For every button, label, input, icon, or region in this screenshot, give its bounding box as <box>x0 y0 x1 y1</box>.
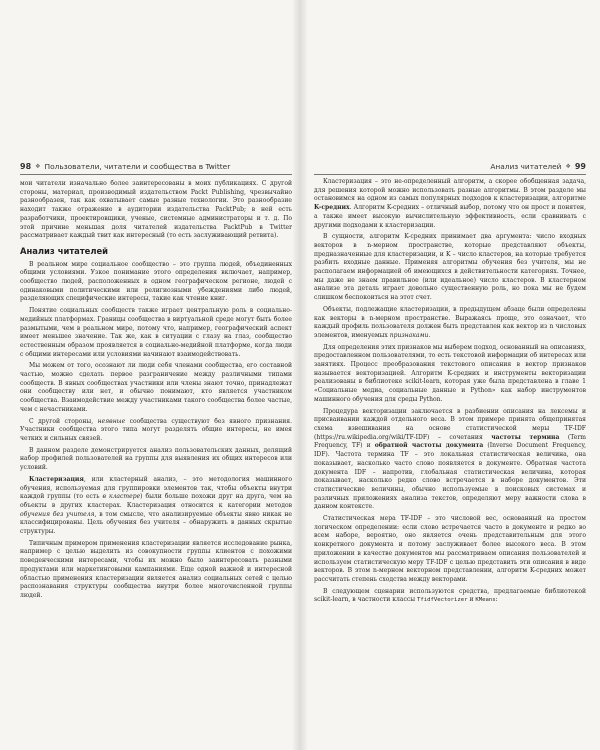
left-page-body <box>20 180 292 604</box>
paragraph: Понятие социальных сообществ также играет центральную роль в социально-медийных платформах. Границы сообщества в виртуальной среде могут быть более размытыми, чем в реальном мире, потому что, например, географический аспект имеет меньшее значение. Так же, как в ситуации с глазу на глаз, сообщество естественным образом проявляется в социально-медийной платформе, когда люди с общими интересами или условиями начинают взаимодействовать. <box>20 307 292 358</box>
paragraph-intro: мои читатели изначально более заинтересованы в моих публикациях. С другой стороны, материал, производимый издательством Packt Publishing, чрезвычайно разнообразен, так как охватывает самые разные технологии. Это разнообразие находит также отражение в аудитории издательства PacktPub; в ней есть разработчики, проектировщики, ученые, системные администраторы и т. д. По этой причине меньшая доля читателей издательства PacktPub в Twitter рассматривает каждый твит как интересный (то есть заслуживающий ретвита). <box>20 180 292 240</box>
code-inline: KMeans <box>475 597 496 604</box>
paragraph <box>314 178 586 230</box>
term-bold: частоты термина <box>491 433 560 441</box>
text-run: . <box>428 331 431 339</box>
paragraph: Типичным примером применения кластеризации является исследование рынка, например с целью выделить из совокупности группы клиентов с похожими поведенческими интересами, чтобы их можно было заинтересовать разными продуктами или маркетинговыми кампаниями. Еще одной важной и интересной областью применения кластеризации является анализ социальных сетей с целью распознавания структуры сообщества внутри более многочисленной группы людей. <box>20 539 292 599</box>
paragraph: В реальном мире социальное сообщество – это группа людей, объединенных общими условиями. Узкое понимание этого определения включает, например, сообщество людей, расположенных в одном географическом регионе, людей с одинаковыми политическими или религиозными убеждениями либо людей, разделяющих специфические интересы, такие как чтение книг. <box>20 260 292 303</box>
text-run: . Алгоритм K-средних – отличный выбор, потому что он прост и понятен, а также имеет высокую вычислительную эффективность, если сравнивать с другими подходами к кластеризации. <box>314 204 586 229</box>
text-run: , или кластерный анализ, – это методология машинного обучения, используемая для группировки элементов так, чтобы объекты внутри каждой группы (то есть <box>20 475 292 501</box>
header-rule-left <box>20 174 292 175</box>
text-run: , в том смысле, что анализируемые объекты явно никак не классифицированы. Цель обучения без учителя – обнаружить в данных скрытые структуры. <box>20 510 292 536</box>
emphasis: в кластере <box>102 493 141 501</box>
paragraph <box>20 418 292 444</box>
header-rule-right <box>314 174 586 175</box>
page-number-left: 98 <box>20 161 32 171</box>
text-run: Процедура векторизации заключается в разбиении описания на лексемы и присваивании каждой отдельного веса. В этом примере принята общепринятая схема взвешивания на основе статистической меры TF-IDF (https://ru.wikipedia.org/wiki/TF-IDF) – сочетания <box>314 407 586 441</box>
paragraph <box>314 408 586 512</box>
page-number-right: 99 <box>574 161 586 171</box>
term-bold: K-средних <box>314 204 350 212</box>
diamond-icon: ❖ <box>565 162 571 170</box>
running-head-title-left: Пользователи, читатели и сообщества в Twitter <box>44 161 231 171</box>
text-run: Кластеризация – это не-определенный алгоритм, а скорее обобщенная задача, для решения которой можно использовать разные алгоритмы. В этом разделе мы остановимся на одном из самых популярных подходов к кластеризации, алгоритме <box>314 178 586 203</box>
right-page <box>302 0 600 750</box>
running-header-left <box>20 160 292 172</box>
code-inline: TfidfVectorizer <box>417 597 468 604</box>
section-heading: Анализ читателей <box>20 245 109 256</box>
paragraph: В данном разделе демонстрируется анализ пользовательских данных, делящий набор профилей пользователей на группы для выявления их общих интересов или условий. <box>20 446 292 472</box>
text-run: (Inverse Document Frequency, IDF). Частота термина TF – это локальная статистическая величина, она показывает, насколько часто слово появляется в документе. Обратная частота документа IDF – напротив, глобальная статистическая величина, которая показывает, насколько редко слово встречается в наборе документов. Эти статистические величины, обычно используемые в поисковых системах и различных приложениях анализа текстов, определяют меру важности слова в данном контексте. <box>314 442 586 511</box>
term-bold: обратной частоты документа <box>374 442 484 450</box>
paragraph: Для определения этих признаков мы выберем подход, основанный на описаниях, предоставленном пользователями, то есть текстовой информации об интересах или занятиях. Процесс преобразования текстового описания в вектор признаков называется векторизацией. Алгоритм K-средних и инструменты векторизации реализованы в библиотеке scikit-learn, которая уже была представлена в главе 1 «Социальные медиа, социальные данные и Python» как набор инструментов машинного обучения для среды Python. <box>314 343 586 403</box>
text-run: Объекты, подлежащие кластеризации, в предыдущем абзаце были определены как векторы в n-мерном пространстве. Выражаясь проще, это означает, что каждый профиль пользователя должен быть представлен как вектор из n числовых элементов, именуемых <box>314 305 586 339</box>
text-run: сообщества существуют без явного признания. Участники сообщества этого типа могут разделять общие интересы, не имея четких и сильных связей. <box>20 417 292 442</box>
text-run: и <box>467 596 476 604</box>
term-bold: Кластеризация <box>29 475 84 483</box>
paragraph: Статистическая мера TF-IDF – это числовой вес, основанный на простом логическом определении: если слово встречается часто в документе и редко во всем наборе, вероятно, оно является очень представительным для этого конкретного документа и потому заслуживает более высокого веса. В этом приложении в качестве документов мы рассматриваем описания пользователей и используем статистическую меру TF-IDF с целью представить эти описания в виде векторов. В этом n-мерном векторном представлении, алгоритм K-средних может рассчитать степень сходства между векторами. <box>314 515 586 583</box>
running-header-right <box>314 160 586 172</box>
paragraph <box>314 588 586 605</box>
emphasis: обучения без учителя <box>20 510 95 518</box>
text-run: В следующем сценарии используются средства, предлагаемые библиотекой scikit-learn, в частности классы <box>314 587 586 604</box>
text-run: ) были больше похожи друг на друга, чем на объекты в других кластерах. Кластеризация относится к категории методов <box>20 493 292 509</box>
right-page-body <box>314 178 586 608</box>
text-run: : <box>495 596 498 604</box>
left-page <box>0 0 298 750</box>
paragraph: В сущности, алгоритм K-средних принимает два аргумента: число входных векторов в n-мерном пространстве, которые представляют объекты, предназначенные для кластеризации, и K – число кластеров, на которые требуется разбить входные данные. Применяя алгоритмы обучения без учителя, мы не располагаем информацией об имеющихся в действительности категориях. Точнее, мы даже не знаем правильное (или идеальное) число кластеров. В кластерном анализе эта деталь играет довольно существенную роль, но пока мы не будем слишком беспокоиться на этот счет. <box>314 233 586 302</box>
running-head-title-right: Анализ читателей <box>490 161 562 171</box>
text-run: (Term Frequency, TF) и <box>314 433 586 450</box>
emphasis: неявные <box>97 417 126 425</box>
diamond-icon: ❖ <box>35 162 41 170</box>
text-run: С другой стороны, <box>29 417 98 425</box>
paragraph: Мы можем от того, осознают ли люди себя членами сообщества, его составной частью, можно сделать первое разграничение между различными типами сообществ. В явных сообществах участники или члены знают точно, принадлежат они сообществу или нет, и обычно понимают, кто является участником сообщества. Взаимодействие между участниками такого сообщества более частые, чем с нечастниками. <box>20 362 292 413</box>
emphasis: признаками <box>389 331 429 339</box>
paragraph <box>314 306 586 341</box>
paragraph <box>20 476 292 537</box>
